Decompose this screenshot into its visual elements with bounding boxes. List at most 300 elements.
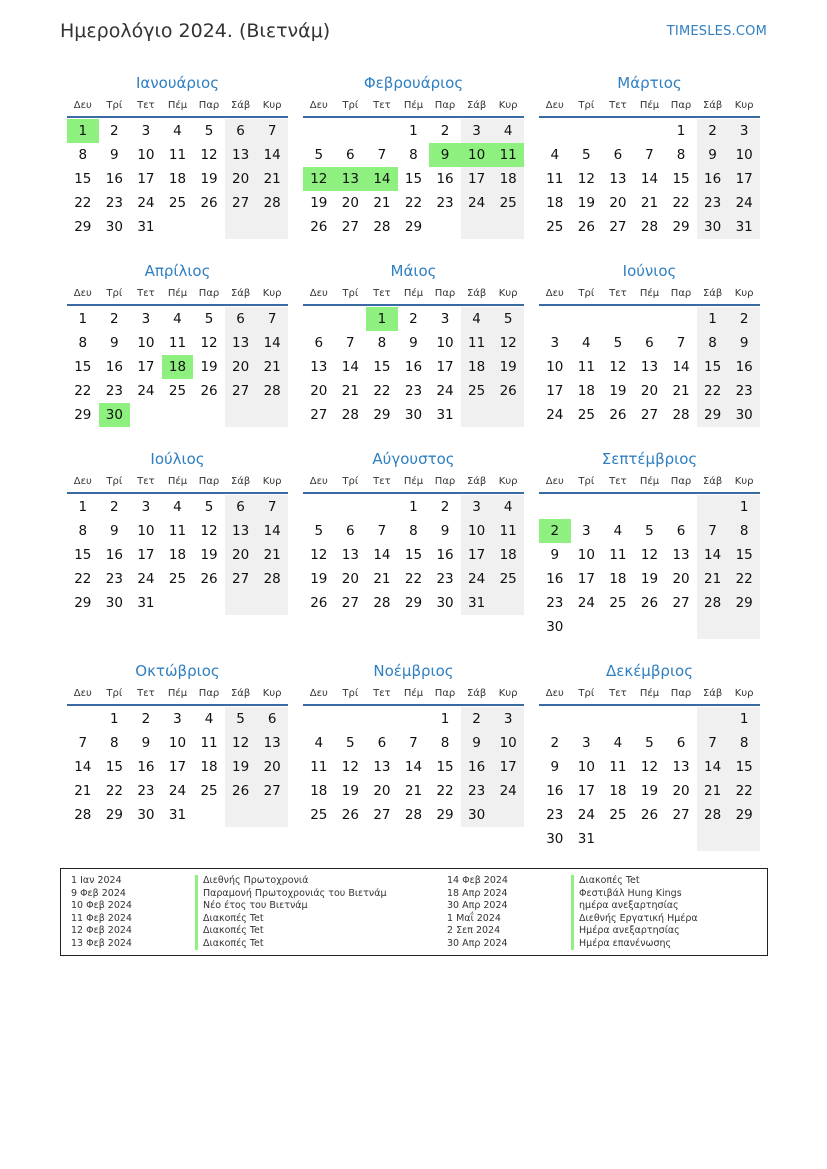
month-name: Μάιος	[390, 262, 437, 280]
day-cell: 26	[640, 595, 659, 611]
weekday-label: Δευ	[545, 99, 564, 111]
day-cell: 21	[404, 783, 423, 799]
legend-date: 1 Μαΐ 2024	[447, 912, 501, 924]
weekday-label: Δευ	[309, 475, 328, 487]
empty-day-cell	[335, 707, 367, 731]
empty-day-cell	[303, 707, 335, 731]
day-cell: 31	[461, 591, 493, 615]
month-block	[67, 72, 288, 260]
day-cell: 19	[609, 383, 627, 399]
day-cell: 28	[373, 595, 391, 611]
day-cell: 13	[256, 731, 288, 755]
empty-day-cell	[634, 827, 666, 851]
holiday-day-cell: 18	[162, 355, 194, 379]
day-cell: 6	[225, 307, 257, 331]
day-cell: 11	[609, 759, 627, 775]
day-cell: 3	[141, 311, 151, 327]
weekday-label: Τετ	[137, 287, 155, 299]
empty-day-cell	[193, 803, 225, 827]
day-cell: 3	[173, 711, 182, 727]
day-cell: 6	[346, 523, 355, 539]
day-cell: 28	[74, 807, 92, 823]
day-cell: 4	[492, 119, 524, 143]
empty-day-cell	[539, 495, 571, 519]
days-grid	[303, 307, 524, 427]
weekday-header	[67, 94, 288, 118]
month-name: Αύγουστος	[372, 450, 455, 468]
weekday-label: Τετ	[137, 475, 155, 487]
month-name: Ιανουάριος	[135, 74, 219, 92]
day-cell: 18	[492, 543, 524, 567]
day-cell: 12	[310, 547, 328, 563]
day-cell: 27	[609, 219, 627, 235]
empty-day-cell	[461, 215, 493, 239]
empty-day-cell	[366, 495, 398, 519]
month-block	[539, 260, 760, 448]
day-cell: 23	[546, 807, 564, 823]
empty-day-cell	[665, 495, 697, 519]
empty-day-cell	[225, 591, 257, 615]
day-cell: 30	[546, 619, 564, 635]
day-cell: 31	[436, 407, 454, 423]
day-cell: 12	[640, 759, 659, 775]
weekday-label: Πέμ	[167, 687, 188, 699]
day-cell: 2	[409, 311, 418, 327]
day-cell: 16	[461, 755, 493, 779]
legend-date: 18 Απρ 2024	[447, 887, 508, 899]
empty-day-cell	[256, 803, 288, 827]
weekday-label: Τρί	[106, 287, 123, 299]
legend-date: 30 Απρ 2024	[447, 900, 508, 911]
day-cell: 27	[341, 219, 359, 235]
day-cell: 19	[310, 571, 328, 587]
day-cell: 30	[137, 807, 155, 823]
day-cell: 28	[373, 219, 391, 235]
empty-day-cell	[492, 803, 524, 827]
day-cell: 4	[492, 495, 524, 519]
day-cell: 23	[105, 571, 123, 587]
month-name: Φεβρουάριος	[363, 74, 464, 92]
day-cell: 3	[141, 123, 151, 139]
day-cell: 14	[404, 759, 423, 775]
weekday-label: Τετ	[373, 475, 391, 487]
day-cell: 21	[74, 783, 92, 799]
day-cell: 5	[645, 523, 654, 539]
day-cell: 25	[168, 383, 187, 399]
day-cell: 30	[728, 403, 760, 427]
day-cell: 2	[110, 311, 119, 327]
month-block	[539, 72, 760, 260]
day-cell: 11	[168, 523, 187, 539]
day-cell: 29	[404, 595, 423, 611]
legend-holiday-name: Διεθνής Πρωτοχρονιά	[195, 875, 447, 888]
legend-date: 14 Φεβ 2024	[447, 875, 508, 886]
weekday-label: Πέμ	[403, 475, 424, 487]
day-cell: 16	[105, 547, 123, 563]
day-cell: 19	[341, 783, 359, 799]
weekday-label: Πέμ	[639, 99, 660, 111]
empty-day-cell	[303, 119, 335, 143]
empty-day-cell	[335, 119, 367, 143]
legend-holiday-name: Φεστιβάλ Hung Kings	[571, 888, 771, 901]
day-cell: 20	[609, 195, 627, 211]
weekday-label: Σάβ	[702, 99, 723, 111]
day-cell: 8	[409, 523, 418, 539]
day-cell: 8	[78, 335, 88, 351]
day-cell: 20	[373, 783, 391, 799]
days-grid	[67, 495, 288, 615]
day-cell: 9	[461, 731, 493, 755]
day-cell: 27	[341, 595, 359, 611]
day-cell: 28	[404, 807, 423, 823]
holiday-day-cell: 1	[67, 119, 99, 143]
day-cell: 2	[141, 711, 151, 727]
legend-holiday-name: Ημέρα επανένωσης	[571, 938, 771, 951]
day-cell: 9	[110, 523, 119, 539]
weekday-label: Κυρ	[498, 687, 518, 699]
day-cell: 3	[492, 707, 524, 731]
weekday-label: Σάβ	[466, 99, 487, 111]
weekday-label: Τρί	[578, 287, 595, 299]
empty-day-cell	[665, 827, 697, 851]
weekday-label: Σάβ	[230, 475, 251, 487]
day-cell: 30	[461, 803, 493, 827]
month-name: Δεκέμβριος	[605, 662, 693, 680]
day-cell: 11	[546, 171, 564, 187]
day-cell: 7	[697, 731, 729, 755]
empty-day-cell	[634, 495, 666, 519]
day-cell: 19	[225, 755, 257, 779]
day-cell: 19	[492, 355, 524, 379]
legend-holiday-name: ημέρα ανεξαρτησίας	[571, 900, 771, 913]
day-cell: 10	[577, 759, 595, 775]
empty-day-cell	[571, 615, 603, 639]
month-name: Απρίλιος	[144, 262, 211, 280]
day-cell: 22	[404, 195, 423, 211]
day-cell: 10	[577, 547, 595, 563]
day-cell: 23	[728, 379, 760, 403]
day-cell: 21	[256, 355, 288, 379]
day-cell: 29	[436, 807, 454, 823]
day-cell: 15	[74, 547, 92, 563]
days-grid	[303, 495, 524, 615]
day-cell: 27	[225, 379, 257, 403]
days-grid	[303, 119, 524, 239]
day-cell: 29	[728, 803, 760, 827]
day-cell: 5	[492, 307, 524, 331]
empty-day-cell	[225, 403, 257, 427]
weekday-label: Τρί	[578, 475, 595, 487]
day-cell: 13	[225, 519, 257, 543]
day-cell: 22	[436, 783, 454, 799]
legend-names-left	[195, 875, 447, 950]
site-link[interactable]: TIMESLES.COM	[666, 24, 767, 39]
weekday-label: Τετ	[373, 287, 391, 299]
day-cell: 2	[728, 307, 760, 331]
day-cell: 27	[640, 407, 659, 423]
day-cell: 16	[404, 359, 423, 375]
day-cell: 3	[461, 495, 493, 519]
day-cell: 8	[409, 147, 418, 163]
weekday-label: Τρί	[578, 99, 595, 111]
day-cell: 2	[697, 119, 729, 143]
days-grid	[539, 119, 760, 239]
day-cell: 29	[672, 219, 690, 235]
day-cell: 25	[168, 195, 187, 211]
day-cell: 4	[173, 123, 182, 139]
day-cell: 27	[373, 807, 391, 823]
legend-holiday-name: Διεθνής Εργατική Ημέρα	[571, 913, 771, 926]
empty-day-cell	[67, 707, 99, 731]
day-cell: 18	[609, 783, 627, 799]
day-cell: 6	[225, 495, 257, 519]
day-cell: 20	[341, 195, 359, 211]
day-cell: 31	[137, 595, 155, 611]
day-cell: 1	[409, 499, 418, 515]
day-cell: 13	[672, 547, 690, 563]
day-cell: 18	[492, 167, 524, 191]
day-cell: 13	[609, 171, 627, 187]
day-cell: 1	[409, 123, 418, 139]
day-cell: 19	[640, 783, 659, 799]
day-cell: 17	[436, 359, 454, 375]
day-cell: 13	[341, 547, 359, 563]
weekday-label: Τρί	[106, 475, 123, 487]
weekday-label: Σάβ	[466, 475, 487, 487]
weekday-label: Κυρ	[262, 687, 282, 699]
day-cell: 20	[310, 383, 328, 399]
day-cell: 17	[577, 571, 595, 587]
day-cell: 6	[225, 119, 257, 143]
days-grid	[67, 307, 288, 427]
day-cell: 4	[314, 735, 324, 751]
empty-day-cell	[697, 495, 729, 519]
day-cell: 19	[200, 359, 218, 375]
holiday-day-cell: 9	[429, 143, 461, 167]
day-cell: 15	[373, 359, 391, 375]
weekday-label: Δευ	[545, 287, 564, 299]
day-cell: 16	[697, 167, 729, 191]
day-cell: 13	[373, 759, 391, 775]
day-cell: 23	[436, 195, 454, 211]
page-title: Ημερολόγιο 2024. (Βιετνάμ)	[60, 20, 331, 42]
day-cell: 4	[550, 147, 560, 163]
empty-day-cell	[398, 707, 430, 731]
days-grid	[303, 707, 524, 827]
day-cell: 31	[168, 807, 187, 823]
empty-day-cell	[162, 403, 194, 427]
day-cell: 4	[461, 307, 493, 331]
day-cell: 30	[105, 219, 123, 235]
empty-day-cell	[335, 307, 367, 331]
weekday-label: Κυρ	[498, 99, 518, 111]
day-cell: 1	[78, 311, 88, 327]
day-cell: 25	[310, 807, 328, 823]
day-cell: 29	[373, 407, 391, 423]
day-cell: 13	[310, 359, 328, 375]
day-cell: 10	[461, 519, 493, 543]
day-cell: 13	[640, 359, 659, 375]
day-cell: 7	[645, 147, 654, 163]
day-cell: 30	[105, 595, 123, 611]
month-block	[539, 660, 760, 872]
days-grid	[539, 495, 760, 639]
weekday-label: Κυρ	[262, 287, 282, 299]
legend-holiday-name: Διακοπές Tet	[195, 938, 447, 951]
day-cell: 17	[137, 171, 155, 187]
weekday-label: Παρ	[198, 99, 220, 111]
day-cell: 3	[728, 119, 760, 143]
day-cell: 14	[256, 331, 288, 355]
empty-day-cell	[492, 215, 524, 239]
holiday-day-cell: 14	[366, 167, 398, 191]
day-cell: 17	[137, 359, 155, 375]
weekday-label: Παρ	[434, 687, 456, 699]
day-cell: 23	[461, 779, 493, 803]
day-cell: 20	[640, 383, 659, 399]
empty-day-cell	[429, 215, 461, 239]
day-cell: 20	[672, 783, 690, 799]
day-cell: 11	[310, 759, 328, 775]
legend-date: 30 Απρ 2024	[447, 937, 508, 949]
weekday-label: Πέμ	[167, 475, 188, 487]
day-cell: 31	[728, 215, 760, 239]
day-cell: 9	[440, 523, 450, 539]
day-cell: 6	[346, 147, 355, 163]
day-cell: 7	[346, 335, 355, 351]
month-block	[303, 72, 524, 260]
empty-day-cell	[571, 495, 603, 519]
weekday-header	[303, 470, 524, 494]
weekday-label: Τετ	[137, 687, 155, 699]
day-cell: 8	[697, 331, 729, 355]
day-cell: 7	[377, 523, 387, 539]
day-cell: 24	[137, 195, 155, 211]
day-cell: 24	[492, 779, 524, 803]
day-cell: 10	[137, 523, 155, 539]
day-cell: 17	[728, 167, 760, 191]
day-cell: 25	[168, 571, 187, 587]
day-cell: 14	[74, 759, 92, 775]
day-cell: 20	[225, 543, 257, 567]
empty-day-cell	[539, 707, 571, 731]
legend-date: 10 Φεβ 2024	[71, 900, 132, 911]
day-cell: 24	[137, 383, 155, 399]
day-cell: 8	[728, 519, 760, 543]
legend-holiday-name: Παραμονή Πρωτοχρονιάς του Βιετνάμ	[195, 888, 447, 901]
day-cell: 25	[461, 379, 493, 403]
weekday-label: Πέμ	[639, 287, 660, 299]
day-cell: 17	[137, 547, 155, 563]
weekday-label: Σάβ	[702, 287, 723, 299]
empty-day-cell	[602, 307, 634, 331]
day-cell: 18	[168, 171, 187, 187]
day-cell: 13	[672, 759, 690, 775]
weekday-label: Σάβ	[702, 475, 723, 487]
day-cell: 1	[110, 711, 119, 727]
month-name: Ιούλιος	[150, 450, 205, 468]
day-cell: 1	[440, 711, 450, 727]
weekday-label: Δευ	[309, 99, 328, 111]
empty-day-cell	[256, 215, 288, 239]
weekday-label: Παρ	[434, 99, 456, 111]
empty-day-cell	[193, 591, 225, 615]
weekday-header	[539, 94, 760, 118]
holiday-day-cell: 30	[99, 403, 131, 427]
weekday-label: Τετ	[373, 687, 391, 699]
day-cell: 28	[697, 591, 729, 615]
empty-day-cell	[634, 707, 666, 731]
empty-day-cell	[130, 403, 162, 427]
weekday-label: Κυρ	[734, 99, 754, 111]
empty-day-cell	[697, 707, 729, 731]
legend-names-right	[571, 875, 771, 950]
day-cell: 15	[728, 543, 760, 567]
day-cell: 22	[105, 783, 123, 799]
day-cell: 15	[697, 355, 729, 379]
empty-day-cell	[461, 403, 493, 427]
empty-day-cell	[193, 403, 225, 427]
weekday-label: Κυρ	[734, 687, 754, 699]
day-cell: 18	[168, 547, 187, 563]
weekday-label: Δευ	[73, 687, 92, 699]
weekday-label: Κυρ	[498, 475, 518, 487]
day-cell: 22	[697, 379, 729, 403]
empty-day-cell	[539, 119, 571, 143]
weekday-label: Κυρ	[262, 99, 282, 111]
weekday-label: Σάβ	[466, 287, 487, 299]
weekday-header	[539, 282, 760, 306]
day-cell: 3	[440, 311, 450, 327]
weekday-label: Τρί	[342, 475, 359, 487]
legend-date: 9 Φεβ 2024	[71, 887, 126, 899]
day-cell: 30	[697, 215, 729, 239]
day-cell: 13	[225, 331, 257, 355]
weekday-label: Τρί	[342, 687, 359, 699]
weekday-label: Σάβ	[466, 687, 487, 699]
empty-day-cell	[303, 495, 335, 519]
empty-day-cell	[193, 215, 225, 239]
day-cell: 21	[697, 567, 729, 591]
day-cell: 31	[577, 831, 595, 847]
day-cell: 12	[609, 359, 627, 375]
weekday-label: Κυρ	[262, 475, 282, 487]
day-cell: 16	[546, 571, 564, 587]
month-block	[303, 260, 524, 448]
legend-holiday-name: Διακοπές Tet	[195, 913, 447, 926]
day-cell: 2	[440, 499, 450, 515]
day-cell: 26	[310, 595, 328, 611]
weekday-label: Τρί	[342, 99, 359, 111]
day-cell: 13	[225, 143, 257, 167]
day-cell: 6	[613, 147, 623, 163]
weekday-label: Τρί	[342, 287, 359, 299]
weekday-label: Κυρ	[498, 287, 518, 299]
day-cell: 24	[728, 191, 760, 215]
weekday-label: Τετ	[609, 475, 627, 487]
day-cell: 28	[341, 407, 359, 423]
day-cell: 27	[672, 807, 690, 823]
day-cell: 6	[256, 707, 288, 731]
day-cell: 22	[672, 195, 690, 211]
holiday-day-cell: 12	[303, 167, 335, 191]
day-cell: 6	[314, 335, 324, 351]
empty-day-cell	[665, 307, 697, 331]
day-cell: 1	[728, 495, 760, 519]
weekday-label: Τρί	[106, 99, 123, 111]
day-cell: 9	[110, 147, 119, 163]
day-cell: 19	[200, 171, 218, 187]
